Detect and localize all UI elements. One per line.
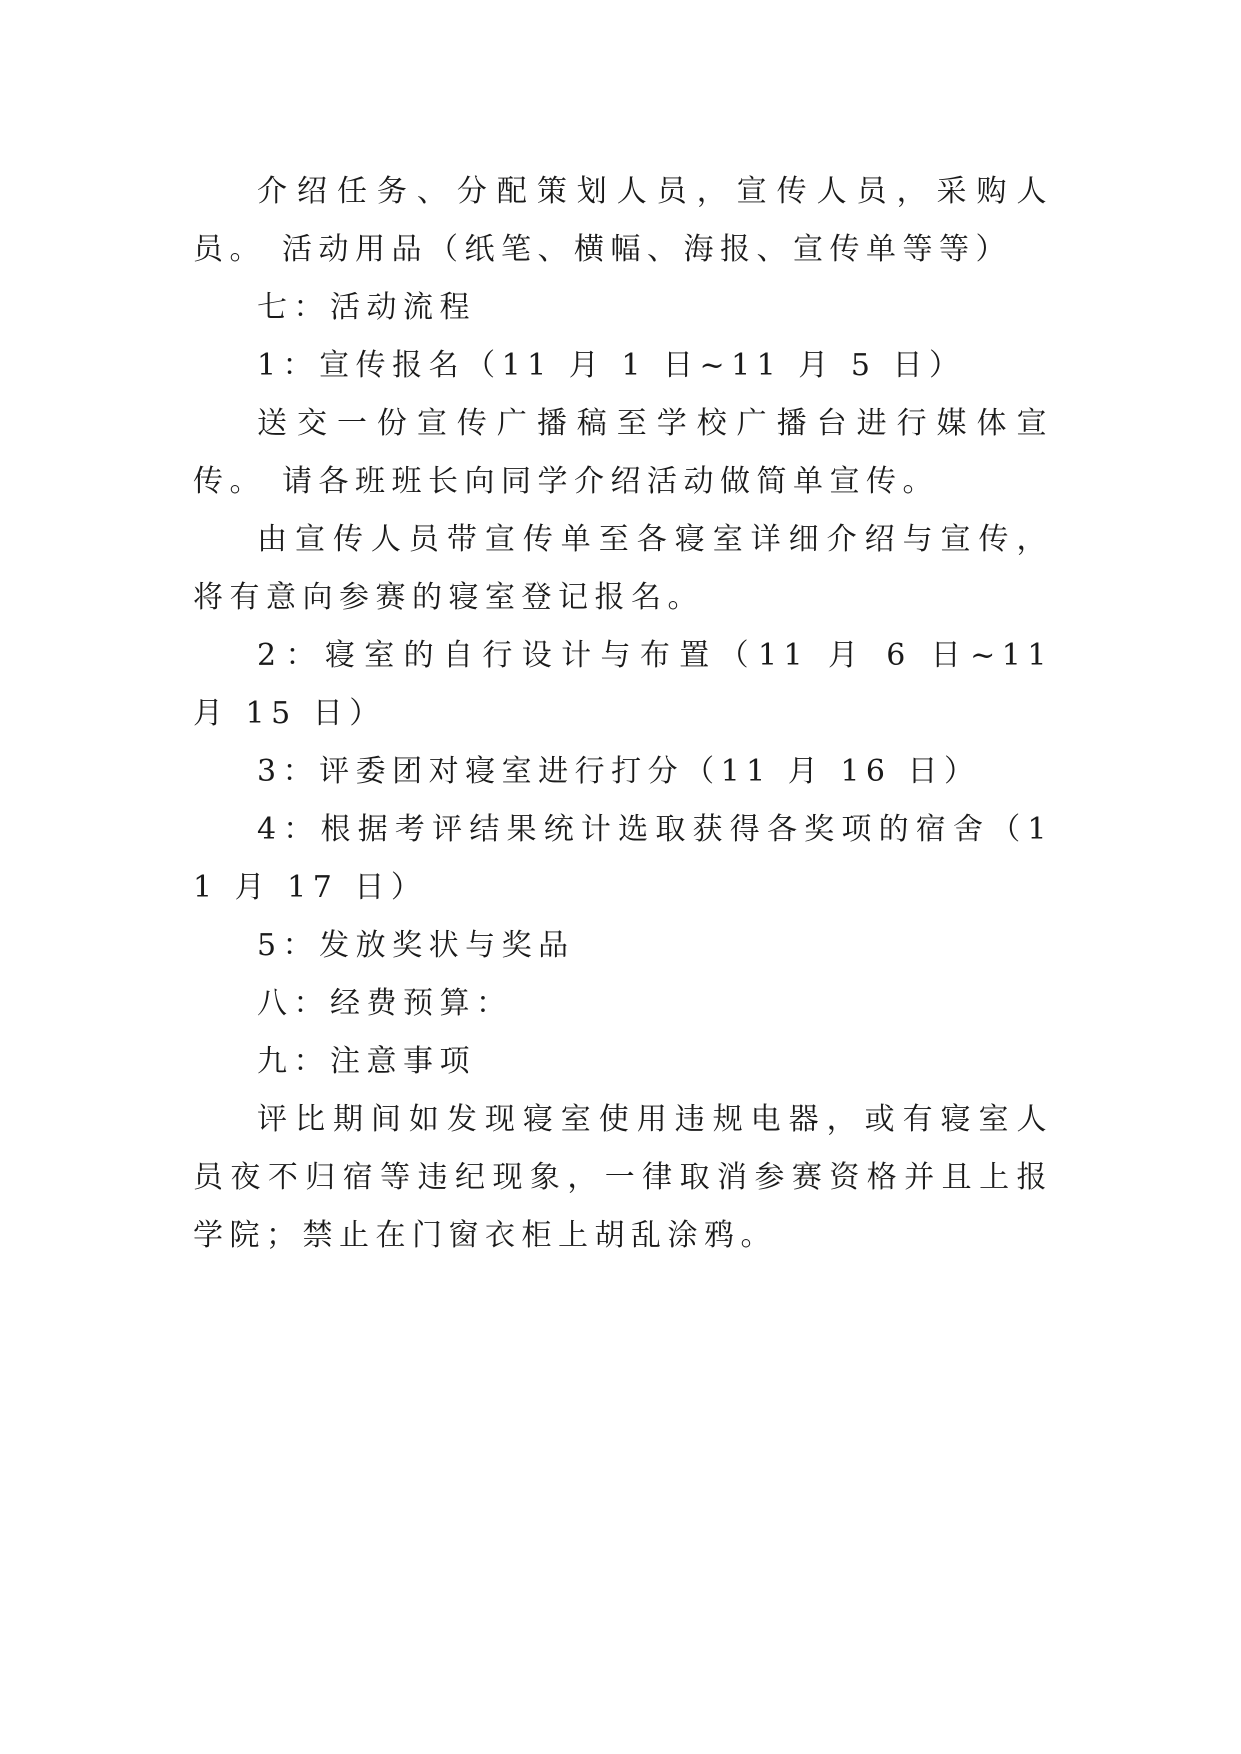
step-2-dorm-design: 2：寝室的自行设计与布置（11 月 6 日~11 月 15 日） <box>193 638 1053 731</box>
heading-activity-flow: 七：活动流程 <box>257 290 476 325</box>
paragraph-broadcast-promotion: 送交一份宣传广播稿至学校广播台进行媒体宣传。 请各班班长向同学介绍活动做简单宣传。 <box>193 406 1053 499</box>
heading-budget: 八：经费预算： <box>257 986 513 1021</box>
document-body <box>193 163 1053 1265</box>
paragraph-rules: 评比期间如发现寝室使用违规电器，或有寝室人员夜不归宿等违纪现象，一律取消参赛资格并且上报学院；禁止在门窗衣柜上胡乱涂鸦。 <box>193 1102 1053 1253</box>
step-3-judging: 3：评委团对寝室进行打分（11 月 16 日） <box>257 754 981 789</box>
step-5-awards: 5：发放奖状与奖品 <box>257 928 575 963</box>
step-4-results: 4：根据考评结果统计选取获得各奖项的宿舍（11 月 17 日） <box>193 812 1053 905</box>
paragraph-task-intro: 介绍任务、分配策划人员，宣传人员，采购人员。 活动用品（纸笔、横幅、海报、宣传单等等） <box>193 174 1053 267</box>
heading-notes: 九：注意事项 <box>257 1044 476 1079</box>
step-1-promotion-registration: 1：宣传报名（11 月 1 日~11 月 5 日） <box>257 348 966 383</box>
paragraph-dorm-registration: 由宣传人员带宣传单至各寝室详细介绍与宣传，将有意向参赛的寝室登记报名。 <box>193 522 1053 615</box>
